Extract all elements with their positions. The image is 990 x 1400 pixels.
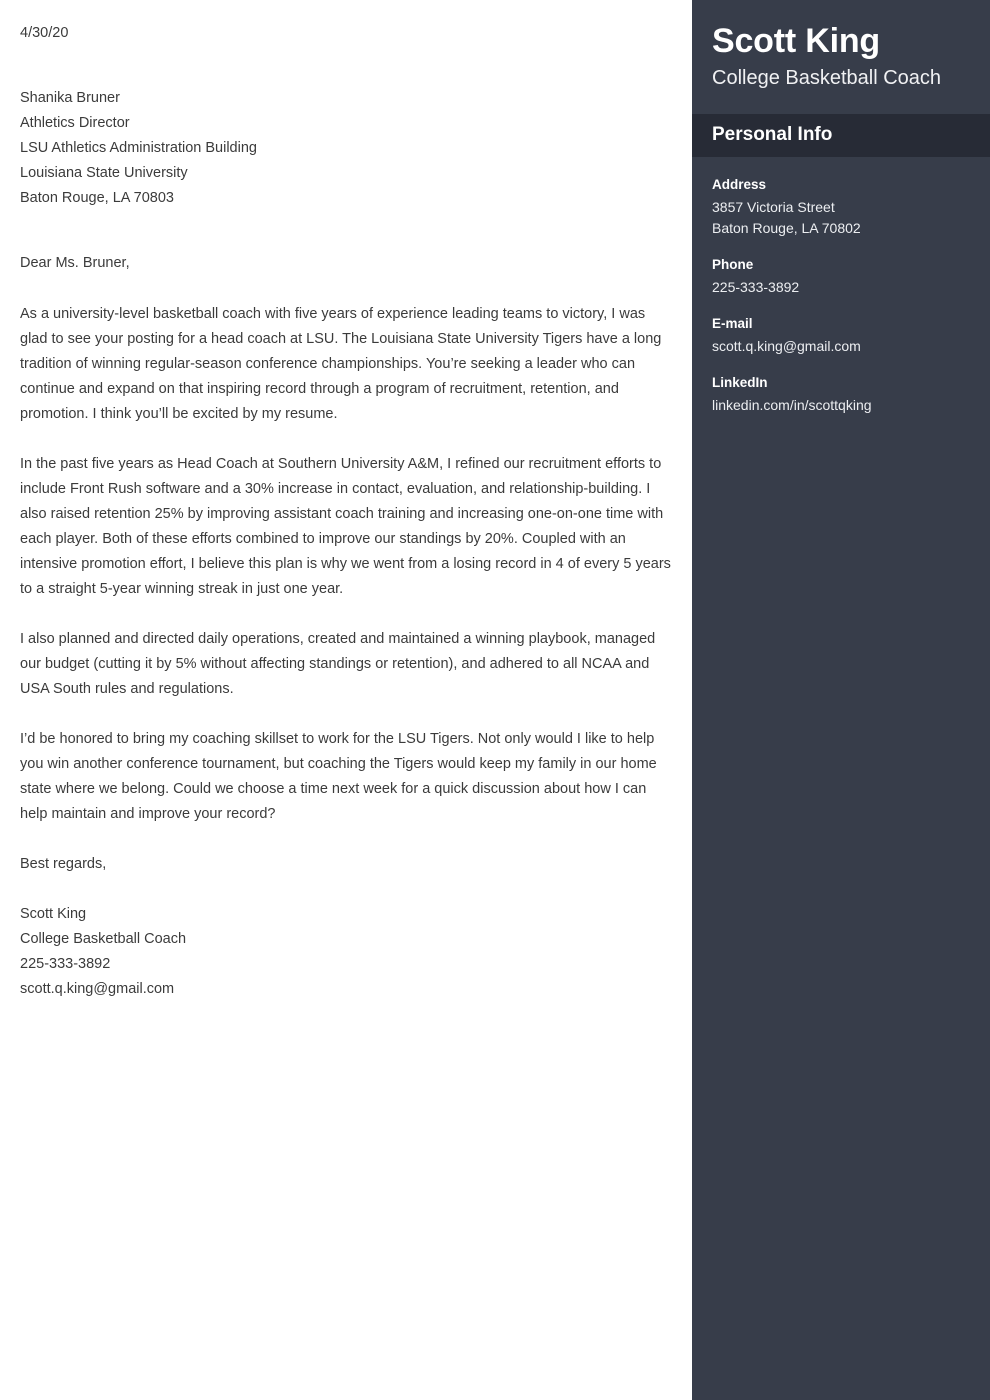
recipient-address-block [20,86,672,211]
letter-paragraph: I also planned and directed daily operations, created and maintained a winning playbook, managed our budget (cutting it by 5% without affecting standings or retention), and adhered to all NCAA and USA South rules and regulations. [20,631,656,697]
section-title: Personal Info [712,124,833,145]
recipient-line: Louisiana State University [20,165,188,181]
recipient-line: Baton Rouge, LA 70803 [20,190,174,206]
letter-paragraph: I’d be honored to bring my coaching skillset to work for the LSU Tigers. Not only would I like to help you win another conference tournament, but coaching the Tigers would keep my family in our home state where we belong. Could we choose a time next week for a quick discussion about how I can help maintain and improve your record? [20,731,657,822]
letter-paragraph: In the past five years as Head Coach at Southern University A&M, I refined our recruitment efforts to include Front Rush software and a 30% increase in contact, evaluation, and relationship-building. I also raised retention 25% by improving assistant coach training and increasing one-on-one time with each player. Both of these efforts combined to improve our standings by 20%. Coupled with an intensive promotion effort, I believe this plan is why we went from a losing record in 4 of every 5 years to a straight 5-year winning streak in just one year. [20,456,671,597]
contact-group-phone [712,255,970,298]
contact-label: Phone [712,257,754,272]
signature-job-title: College Basketball Coach [20,931,187,947]
letter-salutation: Dear Ms. Bruner, [20,255,130,271]
letter-date: 4/30/20 [20,25,69,41]
contact-value[interactable]: linkedin.com/in/scottqking [712,397,872,413]
contact-label: LinkedIn [712,375,768,390]
contact-label: E-mail [712,316,753,331]
recipient-line: LSU Athletics Administration Building [20,140,257,156]
letter-closing: Best regards, [20,856,107,872]
personal-info-section-header [692,114,990,157]
contact-label: Address [712,177,767,192]
recipient-line: Athletics Director [20,115,130,131]
sidebar-header [692,0,990,114]
sidebar-filler [692,432,990,1400]
contact-group-email [712,314,970,357]
personal-info-list [692,157,990,432]
contact-group-linkedin [712,373,970,416]
signature-block [20,902,672,1002]
sidebar-job-title: College Basketball Coach [712,67,942,89]
signature-email: scott.q.king@gmail.com [20,981,175,997]
signature-name: Scott King [20,906,87,922]
letter-paragraph: As a university-level basketball coach with five years of experience leading teams to victory, I was glad to see your posting for a head coach at LSU. The Louisiana State University Tigers have a long tradition of winning regular-season conference championships. You’re seeking a leader who can continue and expand on that inspiring record through a program of recruitment, retention, and promotion. I think you’ll be excited by my resume. [20,306,662,422]
contact-value: 225-333-3892 [712,279,800,295]
sidebar [692,0,990,1400]
signature-phone: 225-333-3892 [20,956,111,972]
contact-value: Baton Rouge, LA 70802 [712,220,861,236]
contact-value[interactable]: scott.q.king@gmail.com [712,338,861,354]
contact-group-address [712,175,970,239]
recipient-line: Shanika Bruner [20,90,120,106]
sidebar-name: Scott King [712,22,880,60]
contact-value: 3857 Victoria Street [712,199,835,215]
